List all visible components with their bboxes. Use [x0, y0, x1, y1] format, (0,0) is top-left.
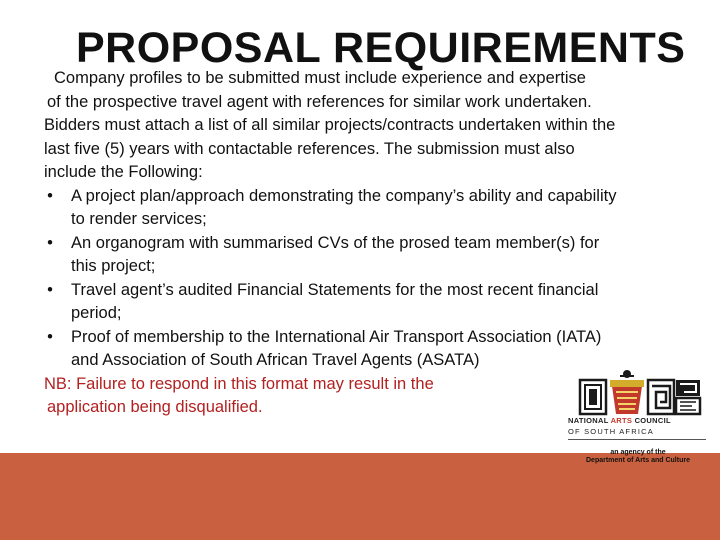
bullet-text: Proof of membership to the International Air Transport Association (IATA)	[71, 327, 602, 346]
logo-subtitle: OF SOUTH AFRICA	[568, 427, 654, 436]
intro-line: include the Following:	[44, 163, 203, 181]
requirement-bullet	[44, 232, 704, 279]
bullet-text: to render services;	[71, 210, 207, 228]
agency-caption	[568, 449, 708, 465]
bullet-icon: •	[47, 327, 53, 346]
logo-wordmark	[568, 416, 708, 425]
bullet-text: this project;	[71, 257, 156, 275]
page-title: PROPOSAL REQUIREMENTS	[76, 24, 686, 72]
logo-wordmark-arts: ARTS	[610, 416, 633, 425]
logo-wordmark-part: COUNCIL	[632, 416, 671, 425]
agency-department: Department of Arts and Culture	[586, 457, 690, 464]
bullet-icon: •	[47, 186, 53, 205]
bullet-text: Travel agent’s audited Financial Statements for the most recent financial	[71, 280, 599, 299]
bullet-text: A project plan/approach demonstrating the company’s ability and capability	[71, 186, 617, 205]
intro-line: Company profiles to be submitted must include experience and expertise	[54, 69, 586, 87]
logo-wordmark-part: NATIONAL	[568, 416, 611, 425]
note-line: application being disqualified.	[47, 398, 263, 416]
requirement-bullet	[44, 279, 704, 326]
logo-divider	[568, 439, 706, 440]
agency-line: an agency of the	[610, 449, 666, 456]
intro-line: Bidders must attach a list of all similar projects/contracts undertaken within the	[44, 116, 616, 134]
bullet-text: An organogram with summarised CVs of the prosed team member(s) for	[71, 233, 600, 252]
requirement-bullet	[44, 185, 704, 232]
note-line: NB: Failure to respond in this format may result in the	[44, 374, 434, 393]
bullet-text: and Association of South African Travel Agents (ASATA)	[71, 351, 480, 369]
bullet-icon: •	[47, 280, 53, 299]
intro-line: of the prospective travel agent with references for similar work undertaken.	[47, 92, 592, 111]
bullet-text: period;	[71, 304, 122, 322]
bullet-icon: •	[47, 233, 53, 252]
intro-line: last five (5) years with contactable references. The submission must also	[44, 139, 575, 158]
